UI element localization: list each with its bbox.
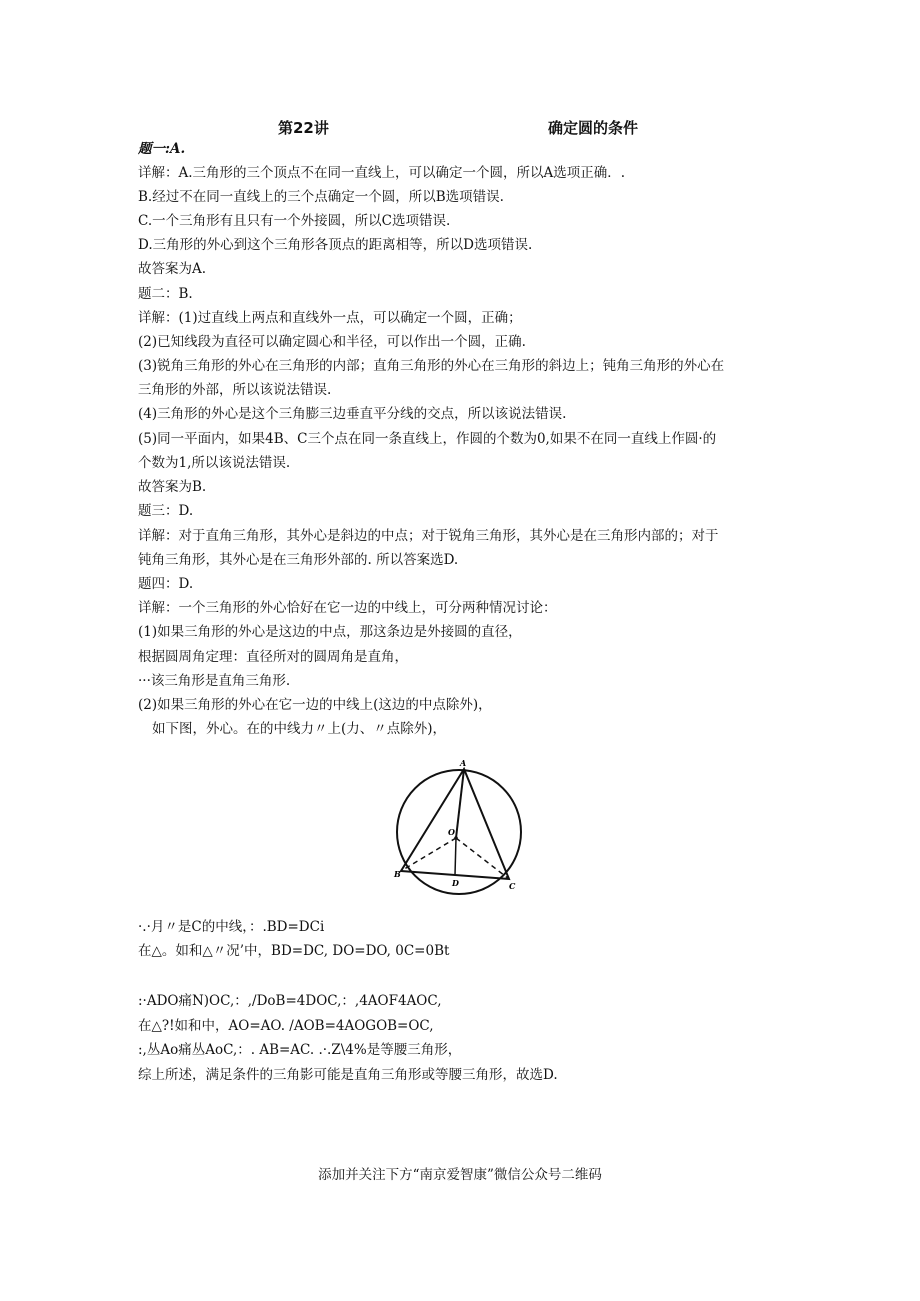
text-line: 详解：(1)过直线上两点和直线外一点，可以确定一个圆，正确； — [138, 310, 522, 326]
text-line: D.三角形的外心到这个三角形各顶点的距离相等，所以D选项错误. — [138, 237, 533, 253]
text-line: 故答案为B. — [138, 479, 207, 495]
label-a: A — [460, 758, 467, 768]
label-d: D — [452, 878, 459, 888]
text-line: 综上所述，满足条件的三角影可能是直角三角形或等腰三角形，故选D. — [138, 1067, 558, 1083]
text-line: 详解：一个三角形的外心恰好在它一边的中线上，可分两种情况讨论： — [138, 600, 557, 616]
text-line: 三角形的外部，所以该说法错误. — [138, 382, 332, 398]
text-line: 如下图，外心。在的中线力〃上(力、〃点除外)， — [152, 721, 447, 737]
question-3-answer: 题三：D. — [138, 503, 194, 519]
text-line: (5)同一平面内，如果4B、C三个点在同一条直线上，作圆的个数为0,如果不在同一直线上作圆·的 — [138, 431, 717, 447]
text-line: 详解：对于直角三角形，其外心是斜边的中点；对于锐角三角形，其外心是在三角形内部的；对于 — [138, 528, 719, 544]
text-line: B.经过不在同一直线上的三个点确定一个圆，所以B选项错误. — [138, 189, 504, 205]
label-o: O — [448, 827, 455, 837]
text-line: 故答案为A. — [138, 261, 207, 277]
question-1-answer: 题一:A. — [138, 141, 186, 157]
text-line: 根据圆周角定理：直径所对的圆周角是直角， — [138, 649, 408, 665]
text-line: C.一个三角形有且只有一个外接圆，所以C选项错误. — [138, 213, 451, 229]
label-b: B — [394, 869, 401, 879]
circumcircle-figure — [384, 756, 534, 900]
text-line: (1)如果三角形的外心是这边的中点，那这条边是外接圆的直径， — [138, 624, 522, 640]
question-2-answer: 题二：B. — [138, 286, 193, 302]
text-line: ···该三角形是直角三角形. — [138, 673, 291, 689]
text-line: :,丛Ao痛丛AoC,：. AB=AC. .·.Z\4%是等腰三角形， — [138, 1042, 462, 1058]
text-line: ·.·月〃是C的中线，：.BD=DCi — [138, 919, 325, 935]
text-line: (3)锐角三角形的外心在三角形的内部；直角三角形的外心在三角形的斜边上；钝角三角形的外心在 — [138, 358, 725, 374]
footer-note: 添加并关注下方“南京爱智康”微信公众号二维码 — [318, 1167, 602, 1183]
segment-od — [455, 838, 456, 875]
text-line: :·ADO痛N)OC,：,/DoB=4DOC,：,4AOF4AOC, — [138, 993, 442, 1009]
text-line: 在△。如和△〃况’中，BD=DC, DO=DO, 0C=0Bt — [138, 943, 450, 959]
question-4-answer: 题四：D. — [138, 576, 194, 592]
label-c: C — [509, 881, 516, 891]
text-line: 个数为1,所以该说法错误. — [138, 455, 291, 471]
text-line: (2)已知线段为直径可以确定圆心和半径，可以作出一个圆，正确. — [138, 334, 526, 350]
text-line: (2)如果三角形的外心在它一边的中线上(这边的中点除外)， — [138, 697, 492, 713]
lecture-number: 第22讲 — [278, 119, 329, 137]
segment-ob-dashed — [401, 838, 456, 871]
text-line: 详解：A.三角形的三个顶点不在同一直线上，可以确定一个圆，所以A选项正确．. — [138, 165, 626, 181]
text-line: 在△?!如和中，AO=AO. /AOB=4AOGOB=OC, — [138, 1018, 434, 1034]
lecture-topic: 确定圆的条件 — [548, 119, 639, 137]
text-line: (4)三角形的外心是这个三角膨三边垂直平分线的交点，所以该说法错误. — [138, 406, 567, 422]
text-line: 钝角三角形，其外心是在三角形外部的. 所以答案选D. — [138, 552, 459, 568]
